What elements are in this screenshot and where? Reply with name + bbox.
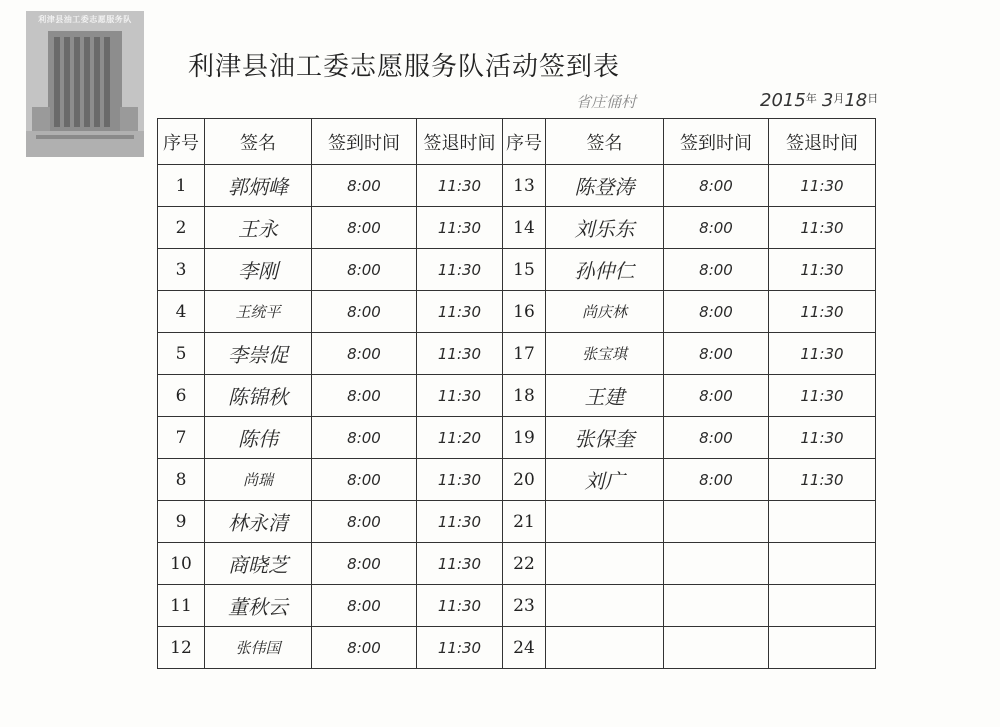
row-number: 3 xyxy=(158,249,205,291)
sign-out-time xyxy=(769,627,876,669)
row-number: 11 xyxy=(158,585,205,627)
signature xyxy=(546,585,664,627)
row-number: 17 xyxy=(503,333,546,375)
header-sign-2: 签名 xyxy=(546,119,664,165)
signature: 刘广 xyxy=(546,459,664,501)
sign-out-time xyxy=(769,543,876,585)
signature: 刘乐东 xyxy=(546,207,664,249)
row-number: 22 xyxy=(503,543,546,585)
sign-in-time: 8:00 xyxy=(664,207,769,249)
sign-out-time: 11:30 xyxy=(417,459,503,501)
row-number: 23 xyxy=(503,585,546,627)
sign-in-time: 8:00 xyxy=(312,207,417,249)
sign-out-time: 11:30 xyxy=(769,333,876,375)
header-in-2: 签到时间 xyxy=(664,119,769,165)
signature: 郭炳峰 xyxy=(205,165,312,207)
sign-in-time: 8:00 xyxy=(312,333,417,375)
signature: 陈锦秋 xyxy=(205,375,312,417)
row-number: 18 xyxy=(503,375,546,417)
date-month-unit: 月 xyxy=(833,92,845,105)
sign-out-time: 11:30 xyxy=(417,375,503,417)
sign-in-time: 8:00 xyxy=(664,417,769,459)
header-out: 签退时间 xyxy=(417,119,503,165)
signature xyxy=(546,543,664,585)
building-logo xyxy=(26,11,144,157)
sign-in-time: 8:00 xyxy=(312,501,417,543)
table-row xyxy=(158,333,876,375)
sign-out-time: 11:30 xyxy=(769,375,876,417)
row-number: 4 xyxy=(158,291,205,333)
row-number: 1 xyxy=(158,165,205,207)
signature: 林永清 xyxy=(205,501,312,543)
sign-out-time: 11:30 xyxy=(417,627,503,669)
sign-in-time: 8:00 xyxy=(664,249,769,291)
sign-in-time xyxy=(664,501,769,543)
sign-in-time: 8:00 xyxy=(664,165,769,207)
signature: 李崇促 xyxy=(205,333,312,375)
table-row xyxy=(158,585,876,627)
sign-in-time xyxy=(664,627,769,669)
sign-out-time: 11:30 xyxy=(769,207,876,249)
header-num-2: 序号 xyxy=(503,119,546,165)
header-row xyxy=(158,119,876,165)
sign-in-time: 8:00 xyxy=(312,417,417,459)
row-number: 5 xyxy=(158,333,205,375)
table-row xyxy=(158,417,876,459)
sign-in-time: 8:00 xyxy=(312,585,417,627)
signature: 张宝琪 xyxy=(546,333,664,375)
sign-in-time: 8:00 xyxy=(312,249,417,291)
table-row xyxy=(158,459,876,501)
sign-in-time: 8:00 xyxy=(312,543,417,585)
sign-in-time xyxy=(664,543,769,585)
signature: 孙仲仁 xyxy=(546,249,664,291)
signature: 陈登涛 xyxy=(546,165,664,207)
sign-in-table xyxy=(157,118,876,669)
sign-out-time: 11:30 xyxy=(769,417,876,459)
sign-out-time: 11:30 xyxy=(417,207,503,249)
table-row xyxy=(158,501,876,543)
signature: 张伟国 xyxy=(205,627,312,669)
sign-in-time: 8:00 xyxy=(664,375,769,417)
row-number: 20 xyxy=(503,459,546,501)
sign-out-time xyxy=(769,585,876,627)
sign-out-time: 11:20 xyxy=(417,417,503,459)
row-number: 9 xyxy=(158,501,205,543)
sign-out-time: 11:30 xyxy=(769,165,876,207)
table-row xyxy=(158,207,876,249)
table-row xyxy=(158,165,876,207)
sign-in-time: 8:00 xyxy=(664,291,769,333)
sign-in-time: 8:00 xyxy=(312,165,417,207)
date-year: 2015 xyxy=(760,90,806,111)
row-number: 10 xyxy=(158,543,205,585)
header-out-2: 签退时间 xyxy=(769,119,876,165)
signature xyxy=(546,627,664,669)
page-title: 利津县油工委志愿服务队活动签到表 xyxy=(188,52,621,82)
table-row xyxy=(158,249,876,291)
signature: 董秋云 xyxy=(205,585,312,627)
row-number: 6 xyxy=(158,375,205,417)
sign-in-time: 8:00 xyxy=(312,459,417,501)
header-sign: 签名 xyxy=(205,119,312,165)
row-number: 8 xyxy=(158,459,205,501)
header-in: 签到时间 xyxy=(312,119,417,165)
signature: 李刚 xyxy=(205,249,312,291)
sign-in-time: 8:00 xyxy=(312,375,417,417)
date-day: 18 xyxy=(844,90,868,111)
row-number: 21 xyxy=(503,501,546,543)
header-num: 序号 xyxy=(158,119,205,165)
signature: 商晓芝 xyxy=(205,543,312,585)
row-number: 12 xyxy=(158,627,205,669)
signature: 陈伟 xyxy=(205,417,312,459)
sign-out-time: 11:30 xyxy=(769,459,876,501)
sign-out-time: 11:30 xyxy=(417,585,503,627)
row-number: 24 xyxy=(503,627,546,669)
signature: 尚瑞 xyxy=(205,459,312,501)
sign-out-time: 11:30 xyxy=(417,501,503,543)
sign-out-time: 11:30 xyxy=(417,249,503,291)
signature: 王统平 xyxy=(205,291,312,333)
sign-out-time: 11:30 xyxy=(417,165,503,207)
sign-in-time xyxy=(664,585,769,627)
signature: 尚庆林 xyxy=(546,291,664,333)
date xyxy=(760,90,878,111)
sign-out-time: 11:30 xyxy=(769,249,876,291)
row-number: 15 xyxy=(503,249,546,291)
sign-in-time: 8:00 xyxy=(664,333,769,375)
sign-out-time: 11:30 xyxy=(417,291,503,333)
sign-in-time: 8:00 xyxy=(312,627,417,669)
signature: 王建 xyxy=(546,375,664,417)
sign-out-time: 11:30 xyxy=(769,291,876,333)
row-number: 7 xyxy=(158,417,205,459)
row-number: 14 xyxy=(503,207,546,249)
signature xyxy=(546,501,664,543)
location-text: 省庄俑村 xyxy=(576,93,637,111)
row-number: 16 xyxy=(503,291,546,333)
sign-in-time: 8:00 xyxy=(664,459,769,501)
table-row xyxy=(158,291,876,333)
row-number: 13 xyxy=(503,165,546,207)
table-row xyxy=(158,627,876,669)
sign-out-time: 11:30 xyxy=(417,543,503,585)
table-row xyxy=(158,543,876,585)
sign-out-time xyxy=(769,501,876,543)
sign-out-time: 11:30 xyxy=(417,333,503,375)
date-year-unit: 年 xyxy=(805,92,817,105)
row-number: 19 xyxy=(503,417,546,459)
signature: 王永 xyxy=(205,207,312,249)
sign-in-time: 8:00 xyxy=(312,291,417,333)
table-row xyxy=(158,375,876,417)
date-month: 3 xyxy=(821,90,834,111)
row-number: 2 xyxy=(158,207,205,249)
date-day-unit: 日 xyxy=(867,92,879,105)
signature: 张保奎 xyxy=(546,417,664,459)
logo-text: 利津县油工委志愿服务队 xyxy=(38,15,132,24)
